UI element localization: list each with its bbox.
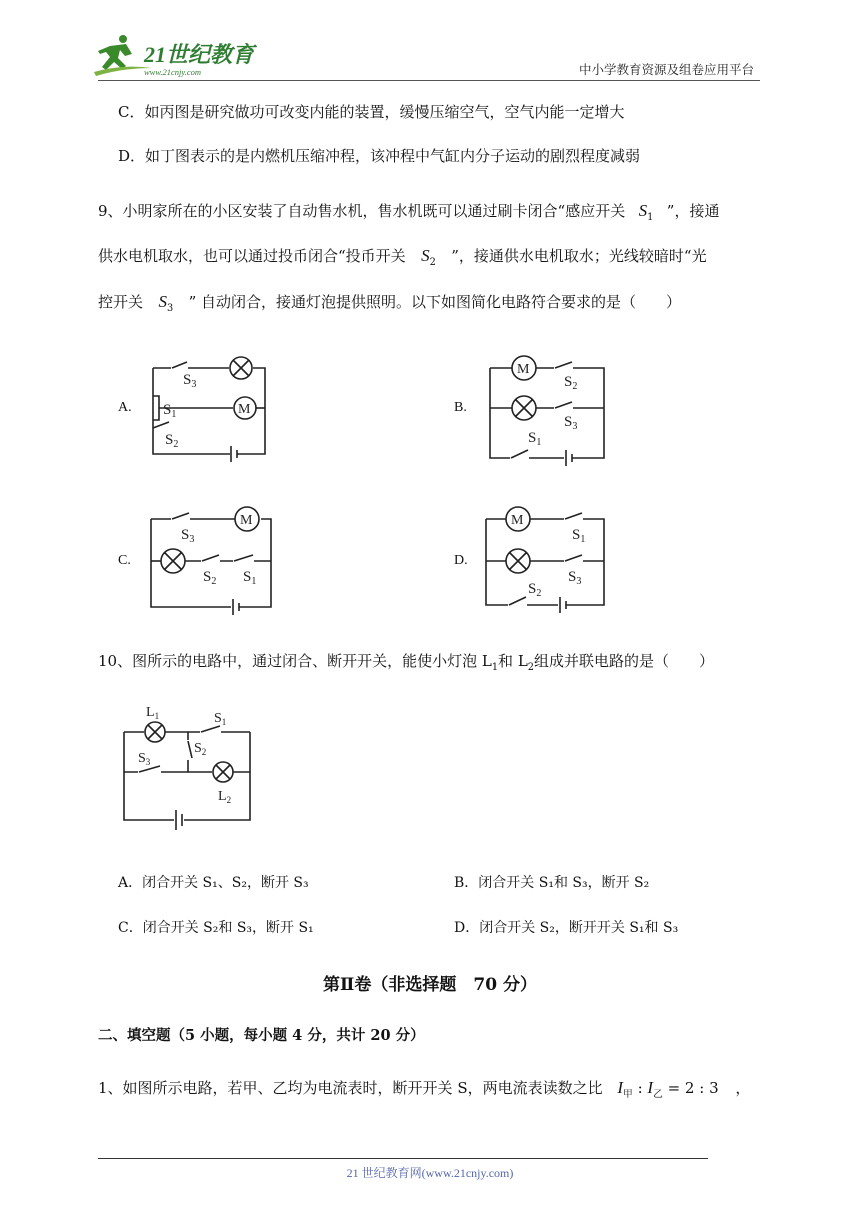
logo-url: www.21cnjy.com (144, 67, 201, 77)
q9-line-1: 9、小明家所在的小区安装了自动售水机，售水机既可以通过刷卡闭合“感应开关 $S_1$ ”，接通 (98, 201, 720, 223)
svg-text:M: M (511, 513, 524, 528)
svg-text:S1: $S_1$ (163, 402, 177, 420)
circuit-b-diagram (484, 350, 609, 468)
q10-circuit-diagram (118, 700, 258, 835)
svg-text:S3: $S_3$ (181, 527, 195, 545)
q9-line-3: 控开关 $S_3$ ” 自动闭合，接通灯泡提供照明。以下如图简化电路符合要求的是（ ） (98, 292, 682, 314)
svg-text:S3: $S_3$ (183, 372, 197, 390)
svg-text:S2: $S_2$ (564, 374, 578, 392)
svg-text:S2: $S_2$ (194, 741, 207, 757)
prev-option-d: D．如丁图表示的是内燃机压缩冲程，该冲程中气缸内分子运动的剧烈程度减弱 (118, 147, 641, 165)
q10-option-c: C．闭合开关 S₂和 S₃，断开 S₁ (118, 920, 314, 936)
svg-text:M: M (238, 402, 251, 417)
footer-divider (98, 1158, 708, 1159)
header-divider (98, 80, 760, 81)
q9-label-b: B. (454, 400, 467, 415)
prev-option-c: C．如丙图是研究做功可改变内能的装置，缓慢压缩空气，空气内能一定增大 (118, 103, 625, 121)
part-2-title: 第Ⅱ卷（非选择题 70 分） (323, 975, 537, 995)
svg-text:S3: $S_3$ (568, 569, 582, 587)
q10-option-d: D．闭合开关 S₂，断开开关 S₁和 S₃ (454, 920, 679, 936)
svg-text:S3: $S_3$ (138, 751, 151, 767)
q10-text: 10、图所示的电路中，通过闭合、断开开关，能使小灯泡 $L_1$和 $L_2$组成并联电路的是（ ） (98, 652, 715, 673)
q9-line-2: 供水电机取水，也可以通过投币闭合“投币开关 $S_2$ ”，接通供水电机取水；光线较暗时“光 (98, 246, 707, 268)
platform-name: 中小学教育资源及组卷应用平台 (578, 62, 754, 77)
circuit-d-diagram (478, 505, 613, 617)
svg-text:S1: $S_1$ (572, 527, 586, 545)
svg-text:S3: $S_3$ (564, 414, 578, 432)
svg-text:S1: $S_1$ (243, 569, 257, 587)
svg-text:S1: $S_1$ (214, 711, 227, 727)
circuit-c-diagram (143, 503, 278, 615)
svg-text:S1: $S_1$ (528, 430, 542, 448)
q10-option-a: A．闭合开关 S₁、S₂，断开 S₃ (118, 875, 309, 891)
svg-text:S2: $S_2$ (203, 569, 217, 587)
svg-text:L2: $L_2$ (218, 789, 232, 805)
svg-text:M: M (240, 513, 253, 528)
site-logo (92, 32, 257, 80)
fill-q1-text: 1、如图所示电路，若甲、乙均为电流表时，断开开关 S，两电流表读数之比 $I_甲$ : $I_乙 = 2$ : 3 ， (98, 1078, 751, 1100)
q9-label-c: C. (118, 553, 131, 568)
svg-text:S2: $S_2$ (165, 432, 179, 450)
section-fill-in-title: 二、填空题（5 小题，每小题 4 分，共计 20 分） (98, 1027, 425, 1044)
q9-label-d: D. (454, 553, 468, 568)
circuit-a-diagram (145, 348, 270, 466)
logo-text: 21世纪教育 (144, 42, 255, 67)
q9-label-a: A. (118, 400, 132, 415)
svg-text:S2: $S_2$ (528, 581, 542, 599)
svg-text:L1: $L_1$ (146, 705, 160, 721)
svg-text:M: M (517, 362, 530, 377)
q10-option-b: B．闭合开关 S₁和 S₃，断开 S₂ (454, 875, 650, 891)
footer-text: 21 世纪教育网(www.21cnjy.com) (346, 1166, 514, 1180)
